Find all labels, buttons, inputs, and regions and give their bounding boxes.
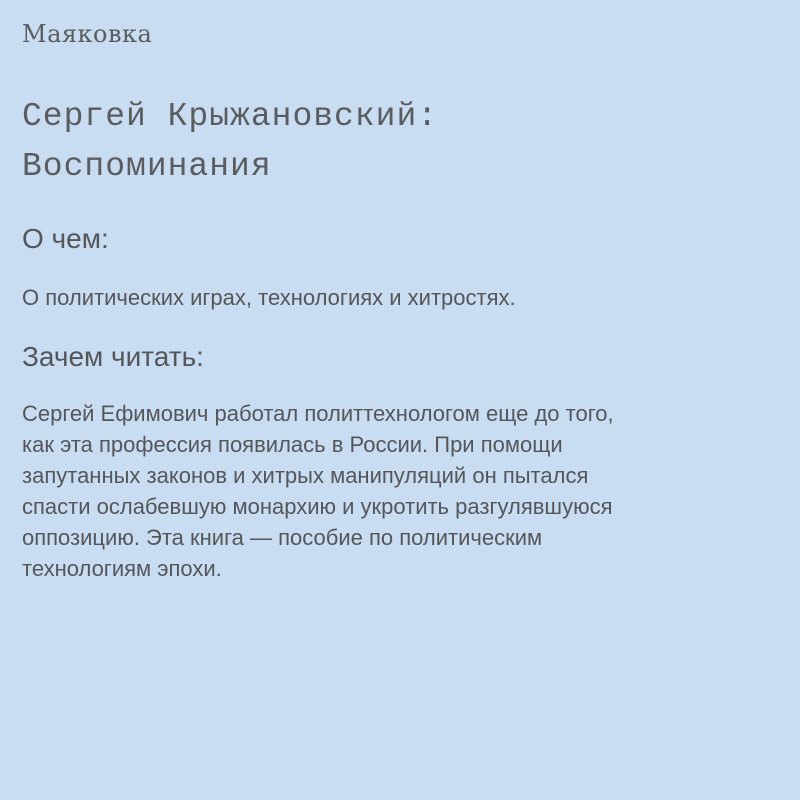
book-title bbox=[22, 92, 782, 192]
why-read-text-line: технологиям эпохи. bbox=[22, 556, 222, 581]
why-read-text-line: как эта профессия появилась в России. При помощи bbox=[22, 432, 563, 457]
why-read-text-line: Сергей Ефимович работал политтехнологом еще до того, bbox=[22, 401, 614, 426]
why-read-heading: Зачем читать: bbox=[22, 341, 204, 372]
why-read-text-line: запутанных законов и хитрых манипуляций он пытался bbox=[22, 463, 589, 488]
why-read-text-line: спасти ослабевшую монархию и укротить разгулявшуюся bbox=[22, 494, 613, 519]
why-read-text bbox=[22, 398, 782, 584]
book-title-line-1: Сергей Крыжановский: bbox=[22, 98, 439, 135]
book-title-line-2: Воспоминания bbox=[22, 148, 272, 185]
why-read-text-line: оппозицию. Эта книга — пособие по политическим bbox=[22, 525, 543, 550]
about-heading: О чем: bbox=[22, 223, 109, 254]
brand-logo: Маяковка bbox=[22, 20, 153, 48]
about-text: О политических играх, технологиях и хитростях. bbox=[22, 285, 516, 310]
